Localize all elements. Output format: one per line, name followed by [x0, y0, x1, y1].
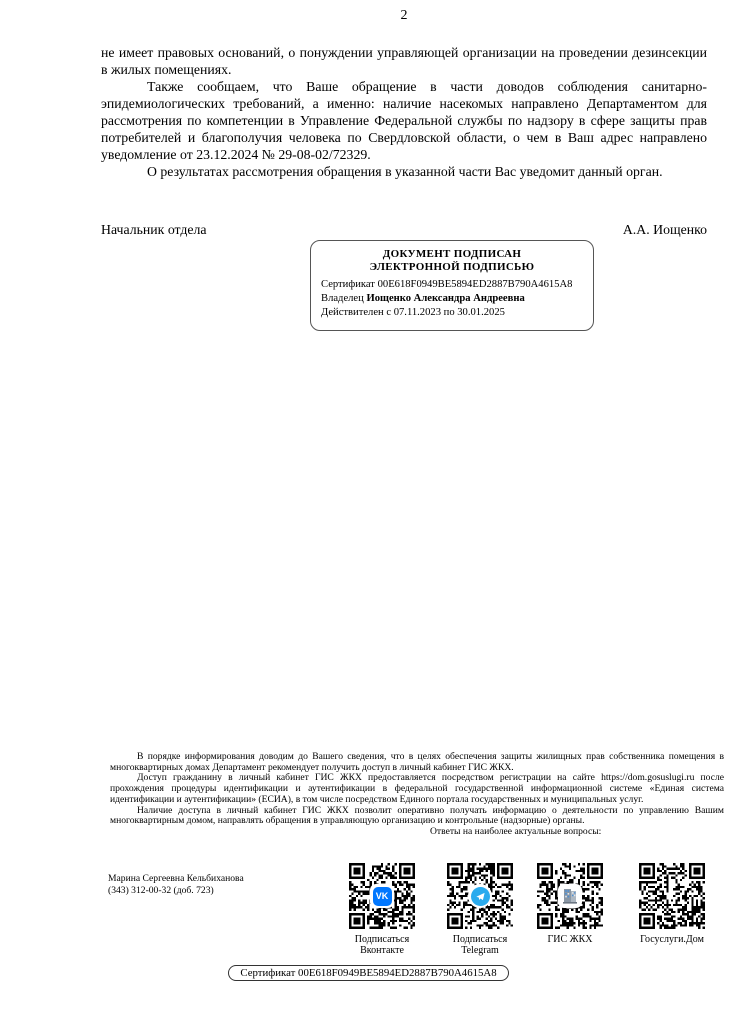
electronic-signature-stamp: [310, 240, 594, 331]
gis-zhkh-qr-code: [537, 863, 603, 929]
contact-block: [108, 873, 244, 896]
qr-canvas: [639, 863, 705, 929]
telegram-qr-code: [447, 863, 513, 929]
building-icon: [558, 884, 582, 908]
qr-label: Подписаться Вконтакте: [354, 934, 410, 956]
stamp-validity-line: Действителен с 07.11.2023 по 30.01.2025: [321, 307, 505, 318]
stamp-title: [311, 248, 593, 274]
stamp-details: [311, 278, 593, 320]
contact-phone: (343) 312-00-32 (доб. 723): [108, 884, 214, 896]
qr-label: Подписаться Telegram: [452, 934, 508, 956]
qr-label: ГИС ЖКХ: [547, 934, 593, 945]
qr-item-gis-zhkh: [520, 863, 620, 945]
gosuslugi-dom-qr-code: [639, 863, 705, 929]
qr-label: Госуслуги.Дом: [640, 934, 704, 945]
letter-body: [101, 44, 707, 180]
stamp-owner-name: Иощенко Александра Андреевна: [366, 293, 525, 304]
signer-name: А.А. Иощенко: [622, 222, 707, 237]
contact-name: Марина Сергеевна Кельбиханова: [108, 873, 244, 884]
signer-position: Начальник отдела: [101, 222, 207, 237]
page-number: 2: [400, 8, 408, 23]
certificate-badge: Сертификат 00E618F0949BE5894ED2887B790A4615A8: [228, 965, 509, 981]
qr-item-gosuslugi-dom: [622, 863, 722, 945]
signature-row: [101, 222, 707, 238]
footer-paragraph: Наличие доступа в личный кабинет ГИС ЖКХ позволит оперативно получать информацию о деятельности по управлению Вашим многоквартирным домом, направлять обращения в управляющую организацию и контрольные (надзорные) органы.: [110, 804, 724, 827]
body-paragraph: Также сообщаем, что Ваше обращение в части доводов соблюдения санитарно-эпидемиологических требований, а именно: наличие насекомых направлено Департаментом для рассмотрения по компетенции в Управление Федеральной службы по надзору в сфере защиты прав потребителей и благополучия человека по Свердловской области, о чем в Ваш адрес направлено уведомление от 23.12.2024 № 29-08-02/72329.: [101, 79, 707, 162]
stamp-owner-line: [321, 292, 583, 306]
qr-item-vkontakte: [332, 863, 432, 956]
stamp-title-line: ДОКУМЕНТ ПОДПИСАН: [382, 248, 522, 260]
qr-item-telegram: [430, 863, 530, 956]
stamp-certificate-label: Сертификат: [321, 279, 375, 290]
stamp-owner-label: Владелец: [321, 293, 364, 304]
footer-paragraph: Доступ гражданину в личный кабинет ГИС ЖКХ предоставляется посредством регистрации на сайте https://dom.gosuslugi.ru после прохождения процедуры идентификации и аутентификации в федеральной государственной информационной системе «Единая система идентификации и аутентификации» (ЕСИА), в том числе посредством Единого портала государственных и муниципальных услуг.: [110, 772, 724, 805]
answers-heading: Ответы на наиболее актуальные вопросы:: [430, 825, 602, 837]
stamp-certificate-line: [321, 278, 583, 292]
vk-qr-code: [349, 863, 415, 929]
footer-info-block: [110, 752, 724, 838]
body-paragraph: О результатах рассмотрения обращения в указанной части Вас уведомит данный орган.: [147, 164, 663, 179]
vk-logo-icon: VK: [370, 884, 394, 908]
telegram-logo-icon: [468, 884, 492, 908]
footer-paragraph: В порядке информирования доводим до Вашего сведения, что в целях обеспечения защиты жилищных прав собственника помещения в многоквартирных домах Департамент рекомендует получить доступ в личный кабинет ГИС ЖКХ.: [110, 751, 724, 773]
stamp-certificate-value: 00E618F0949BE5894ED2887B790A4615A8: [377, 279, 573, 290]
body-paragraph: не имеет правовых оснований, о понуждении управляющей организации на проведении дезинсекции в жилых помещениях.: [101, 45, 707, 77]
stamp-title-line: ЭЛЕКТРОННОЙ ПОДПИСЬЮ: [369, 261, 535, 273]
